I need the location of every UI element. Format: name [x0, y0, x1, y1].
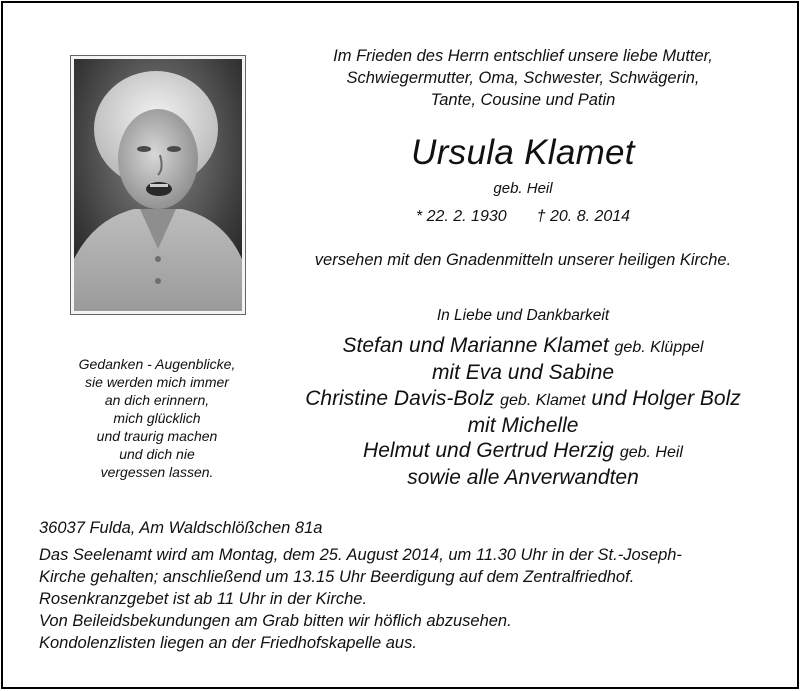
mourner-birth-name: geb. Klamet: [500, 391, 586, 409]
portrait-photo: [70, 55, 246, 315]
mourner-name: und Holger Bolz: [591, 386, 741, 410]
love-line: In Liebe und Dankbarkeit: [436, 307, 610, 324]
address: 36037 Fulda, Am Waldschlößchen 81a: [39, 519, 323, 537]
sacrament-line: versehen mit den Gnadenmitteln unserer heiligen Kirche.: [314, 251, 732, 269]
mourner-name: Christine Davis-Bolz: [305, 386, 495, 410]
service-info: Kirche gehalten; anschließend um 13.15 Uhr Beerdigung auf dem Zentralfriedhof.: [39, 568, 635, 586]
mourner-name: Stefan und Marianne Klamet: [342, 334, 609, 357]
poem-line: und traurig machen: [96, 428, 218, 444]
poem-line: an dich erinnern,: [104, 392, 210, 408]
life-dates: [283, 206, 763, 228]
mourner-line: [283, 333, 763, 360]
mourner-line: [283, 438, 763, 465]
poem-line: vergessen lassen.: [100, 464, 214, 480]
condolence-lists-info: Kondolenzlisten liegen an der Friedhofskapelle aus.: [39, 634, 417, 652]
mourner-name: Helmut und Gertrud Herzig: [363, 439, 614, 463]
intro-line: Tante, Cousine und Patin: [430, 91, 616, 109]
intro-line: Im Frieden des Herrn entschlief unsere liebe Mutter,: [333, 47, 713, 65]
poem-line: mich glücklich: [113, 410, 201, 426]
mourner-line: mit Eva und Sabine: [431, 361, 615, 385]
obituary-notice: [1, 1, 799, 689]
poem-line: Gedanken - Augenblicke,: [78, 356, 236, 372]
death-date: † 20. 8. 2014: [536, 208, 631, 225]
mourner-line: sowie alle Anverwandten: [407, 466, 639, 490]
portrait-image: [74, 59, 242, 311]
mourner-line: mit Michelle: [467, 413, 579, 437]
intro-text: [283, 45, 763, 111]
birth-date: * 22. 2. 1930: [415, 208, 507, 225]
birth-name: geb. Heil: [493, 180, 553, 197]
intro-line: Schwiegermutter, Oma, Schwester, Schwägerin,: [346, 69, 700, 87]
mourner-birth-name: geb. Heil: [619, 444, 683, 462]
condolence-info: Von Beileidsbekundungen am Grab bitten wir höflich abzusehen.: [39, 612, 512, 630]
deceased-name: Ursula Klamet: [411, 133, 635, 172]
mourner-line: [283, 386, 763, 413]
memorial-poem: [39, 355, 275, 481]
rosary-info: Rosenkranzgebet ist ab 11 Uhr in der Kirche.: [39, 590, 368, 608]
mourners-list: [283, 333, 763, 491]
poem-line: und dich nie: [119, 446, 195, 462]
mourner-birth-name: geb. Klüppel: [614, 339, 704, 356]
funeral-details: [39, 517, 779, 654]
service-info: Das Seelenamt wird am Montag, dem 25. August 2014, um 11.30 Uhr in der St.-Joseph-: [39, 546, 682, 564]
poem-line: sie werden mich immer: [85, 374, 229, 390]
